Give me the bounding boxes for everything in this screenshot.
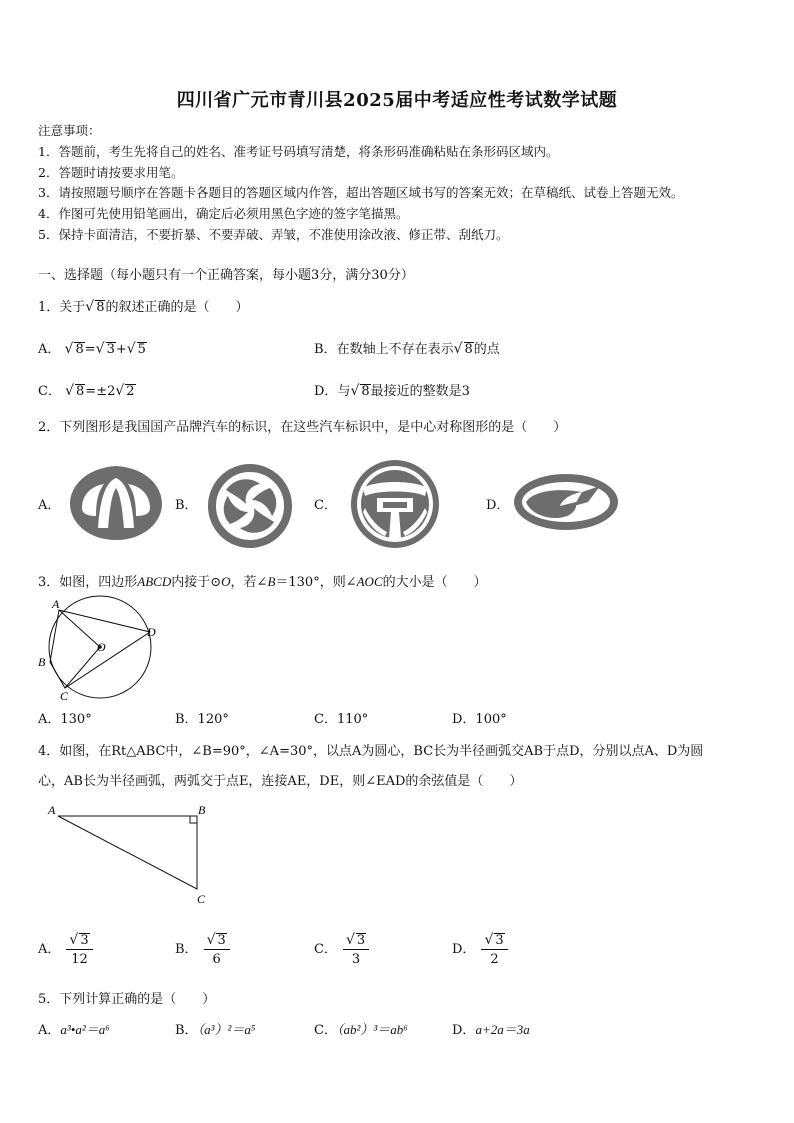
section-heading: 一、选择题（每小题只有一个正确答案，每小题3分，满分30分） — [38, 268, 414, 283]
q2-label-a[interactable]: A． — [38, 498, 61, 513]
question-4-line-2: 心，AB长为半径画弧，两弧交于点E，连接AE，DE，则∠EAD的余弦值是（ ） — [38, 774, 523, 789]
q3-option-c[interactable]: C．110° — [314, 712, 369, 727]
q1-option-d[interactable]: D．与√ 8最接近的整数是3 — [314, 383, 470, 399]
q3-option-a[interactable]: A．130° — [38, 712, 92, 727]
question-5-stem: 5．下列计算正确的是（ ） — [38, 992, 216, 1007]
q2-label-b[interactable]: B． — [175, 498, 198, 513]
question-3-stem: 3．如图，四边形ABCD内接于⊙O，若∠B＝130°，则∠AOC的大小是（ ） — [38, 574, 487, 590]
q4-option-b[interactable]: B． $\frac{√ 3}{6}$ — [175, 932, 230, 967]
q2-label-d[interactable]: D． — [486, 498, 510, 513]
notice-item-2: 2．答题时请按要求用笔。 — [38, 165, 184, 180]
car-logo-c — [345, 458, 445, 550]
q3-point-o: O — [97, 640, 106, 654]
q4-option-a[interactable]: A． $\frac{√ 3}{12}$ — [38, 932, 93, 967]
q3-option-b[interactable]: B．120° — [175, 712, 229, 727]
car-logo-b — [206, 464, 294, 548]
q3-point-b: B — [38, 655, 46, 669]
sqrt-8: 8 — [96, 300, 105, 315]
question-1-stem: 1．关于√ 8的叙述正确的是（ ） — [38, 299, 249, 315]
q4-option-c[interactable]: C． $\frac{√ 3}{3}$ — [314, 932, 369, 967]
car-logo-a — [68, 464, 164, 544]
page-title: 四川省广元市青川县2025届中考适应性考试数学试题 — [176, 90, 618, 111]
q5-option-d[interactable]: D．a+2a＝3a — [452, 1022, 530, 1038]
notice-heading: 注意事项： — [38, 123, 101, 138]
q3-point-c: C — [60, 689, 69, 703]
q5-option-a[interactable]: A．a³•a²＝a⁶ — [38, 1022, 110, 1038]
question-4-line-1: 4．如图，在Rt△ABC中，∠B=90°，∠A=30°，以点A为圆心，BC长为半径画弧交AB于点D，分别以点A、D为圆 — [38, 744, 704, 759]
q5-option-b[interactable]: B．（a³）²＝a⁵ — [175, 1022, 256, 1038]
q3-option-d[interactable]: D．100° — [452, 712, 507, 727]
q4-point-c: C — [197, 892, 206, 906]
q3-point-a: A — [52, 597, 60, 611]
q3-circle-figure — [34, 594, 164, 704]
q4-triangle-figure — [44, 800, 214, 908]
notice-item-3: 3．请按照题号顺序在答题卡各题目的答题区域内作答，超出答题区域书写的答案无效；在草稿纸、试卷上答题无效。 — [38, 185, 684, 200]
q1-option-c[interactable]: C． √ 8=±2√ 2 — [38, 383, 135, 399]
notice-item-1: 1．答题前，考生先将自己的姓名、准考证号码填写清楚，将条形码准确粘贴在条形码区域内。 — [38, 144, 559, 159]
car-logo-d — [512, 472, 620, 532]
notice-item-5: 5．保持卡面清洁，不要折暴、不要弄破、弄皱，不准使用涂改液、修正带、刮纸刀。 — [38, 227, 509, 242]
q1-option-a[interactable]: A． √ 8=√ 3+√ 5 — [38, 341, 146, 357]
notice-item-4: 4．作图可先使用铅笔画出，确定后必须用黑色字迹的签字笔描黑。 — [38, 206, 409, 221]
q2-label-c[interactable]: C． — [314, 498, 337, 513]
q4-option-d[interactable]: D． $\frac{√ 3}{2}$ — [452, 932, 508, 967]
q5-option-c[interactable]: C．（ab²）³＝ab⁶ — [314, 1022, 408, 1038]
q4-point-b: B — [198, 803, 206, 817]
question-2-stem: 2．下列图形是我国国产品牌汽车的标识，在这些汽车标识中，是中心对称图形的是（ ） — [38, 420, 567, 435]
q3-point-d: D — [147, 625, 156, 639]
q1-option-b[interactable]: B．在数轴上不存在表示√ 8的点 — [314, 341, 500, 357]
q4-point-a: A — [48, 803, 56, 817]
